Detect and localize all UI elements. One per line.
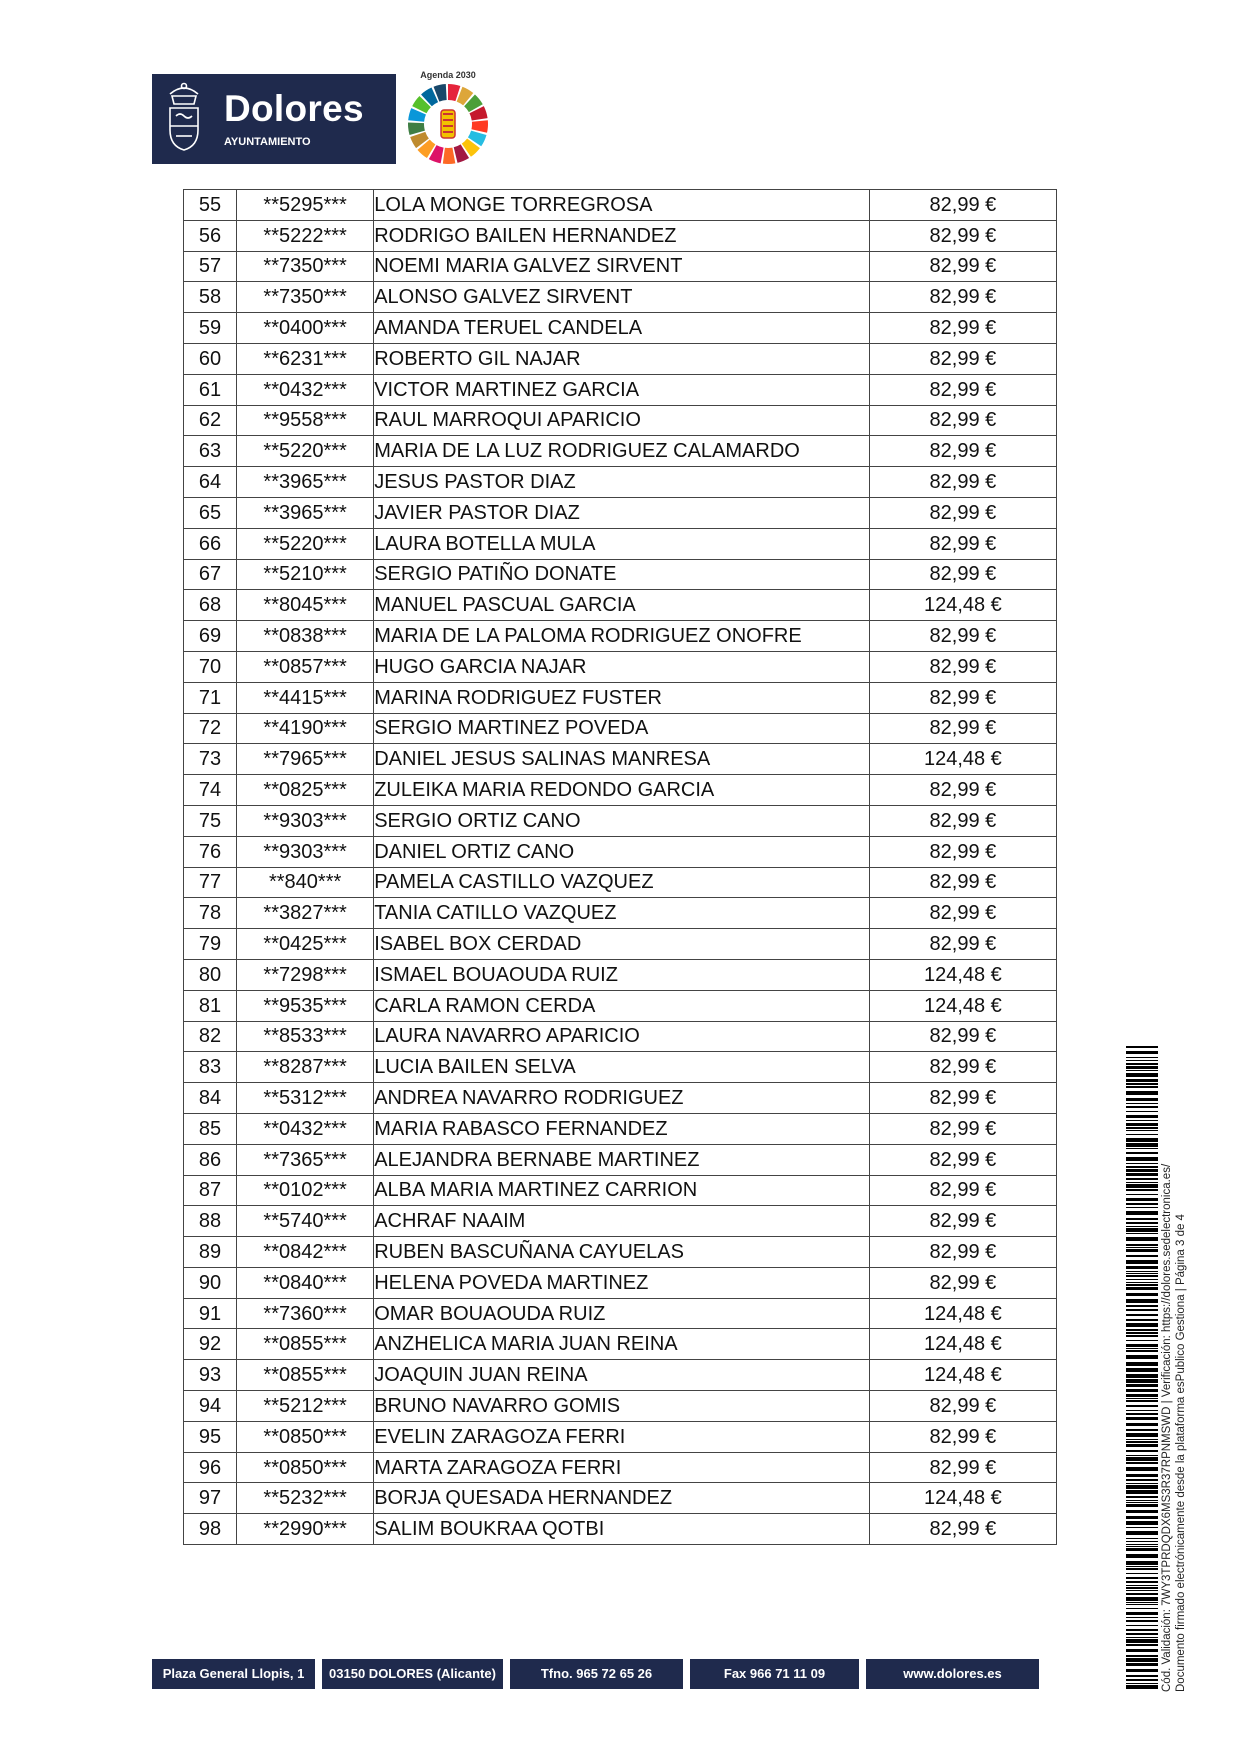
- row-number: 90: [184, 1267, 237, 1298]
- row-id: **3827***: [237, 898, 374, 929]
- row-amount: 82,99 €: [869, 1267, 1056, 1298]
- row-id: **0842***: [237, 1237, 374, 1268]
- row-number: 72: [184, 713, 237, 744]
- row-number: 63: [184, 436, 237, 467]
- row-id: **5295***: [237, 190, 374, 221]
- row-number: 60: [184, 343, 237, 374]
- table-row: [184, 744, 1057, 775]
- table-row: [184, 405, 1057, 436]
- row-id: **0838***: [237, 621, 374, 652]
- table-row: [184, 1021, 1057, 1052]
- row-number: 96: [184, 1452, 237, 1483]
- row-name: ANDREA NAVARRO RODRIGUEZ: [374, 1083, 870, 1114]
- table-row: [184, 1298, 1057, 1329]
- row-id: **8045***: [237, 590, 374, 621]
- row-name: RAUL MARROQUI APARICIO: [374, 405, 870, 436]
- footer-address: Plaza General Llopis, 1: [152, 1659, 315, 1689]
- row-number: 98: [184, 1514, 237, 1545]
- row-amount: 124,48 €: [869, 1483, 1056, 1514]
- table-row: [184, 805, 1057, 836]
- coat-of-arms-icon: [162, 80, 206, 158]
- table-row: [184, 1113, 1057, 1144]
- row-number: 88: [184, 1206, 237, 1237]
- row-amount: 124,48 €: [869, 744, 1056, 775]
- table-row: [184, 713, 1057, 744]
- row-id: **5212***: [237, 1391, 374, 1422]
- logo-subtitle: AYUNTAMIENTO: [224, 136, 311, 148]
- row-name: MARIA RABASCO FERNANDEZ: [374, 1113, 870, 1144]
- row-number: 78: [184, 898, 237, 929]
- row-id: **9303***: [237, 836, 374, 867]
- table-row: [184, 1267, 1057, 1298]
- beneficiaries-table: [183, 189, 1057, 1545]
- row-name: DANIEL JESUS SALINAS MANRESA: [374, 744, 870, 775]
- barcode-icon: [1126, 1046, 1158, 1692]
- row-amount: 82,99 €: [869, 1113, 1056, 1144]
- table-row: [184, 959, 1057, 990]
- row-name: OMAR BOUAOUDA RUIZ: [374, 1298, 870, 1329]
- table-row: [184, 1483, 1057, 1514]
- row-number: 67: [184, 559, 237, 590]
- row-amount: 82,99 €: [869, 651, 1056, 682]
- table-body: [184, 190, 1057, 1545]
- table-row: [184, 682, 1057, 713]
- row-id: **8287***: [237, 1052, 374, 1083]
- table-row: [184, 1206, 1057, 1237]
- table-row: [184, 651, 1057, 682]
- row-number: 85: [184, 1113, 237, 1144]
- row-name: EVELIN ZARAGOZA FERRI: [374, 1421, 870, 1452]
- row-amount: 82,99 €: [869, 1175, 1056, 1206]
- row-amount: 82,99 €: [869, 528, 1056, 559]
- logo-title: Dolores: [224, 88, 364, 129]
- row-id: **5222***: [237, 220, 374, 251]
- row-name: MARTA ZARAGOZA FERRI: [374, 1452, 870, 1483]
- row-amount: 82,99 €: [869, 929, 1056, 960]
- row-id: **0400***: [237, 313, 374, 344]
- row-name: DANIEL ORTIZ CANO: [374, 836, 870, 867]
- footer-fax: Fax 966 71 11 09: [690, 1659, 859, 1689]
- row-amount: 82,99 €: [869, 497, 1056, 528]
- row-number: 69: [184, 621, 237, 652]
- row-name: TANIA CATILLO VAZQUEZ: [374, 898, 870, 929]
- row-id: **4190***: [237, 713, 374, 744]
- row-id: **9535***: [237, 990, 374, 1021]
- row-amount: 82,99 €: [869, 621, 1056, 652]
- row-amount: 82,99 €: [869, 1237, 1056, 1268]
- row-name: SALIM BOUKRAA QOTBI: [374, 1514, 870, 1545]
- row-id: **7365***: [237, 1144, 374, 1175]
- table-row: [184, 374, 1057, 405]
- row-id: **5210***: [237, 559, 374, 590]
- row-number: 87: [184, 1175, 237, 1206]
- agenda-label: Agenda 2030: [420, 70, 476, 80]
- row-id: **7360***: [237, 1298, 374, 1329]
- row-name: ALBA MARIA MARTINEZ CARRION: [374, 1175, 870, 1206]
- row-id: **0102***: [237, 1175, 374, 1206]
- row-id: **2990***: [237, 1514, 374, 1545]
- row-id: **3965***: [237, 497, 374, 528]
- row-name: BORJA QUESADA HERNANDEZ: [374, 1483, 870, 1514]
- footer-web-link[interactable]: www.dolores.es: [866, 1659, 1039, 1689]
- table-row: [184, 528, 1057, 559]
- row-id: **7298***: [237, 959, 374, 990]
- row-number: 93: [184, 1360, 237, 1391]
- row-number: 61: [184, 374, 237, 405]
- table-row: [184, 313, 1057, 344]
- row-name: MARIA DE LA LUZ RODRIGUEZ CALAMARDO: [374, 436, 870, 467]
- row-id: **6231***: [237, 343, 374, 374]
- row-id: **5312***: [237, 1083, 374, 1114]
- row-name: MANUEL PASCUAL GARCIA: [374, 590, 870, 621]
- table-row: [184, 621, 1057, 652]
- row-name: LAURA BOTELLA MULA: [374, 528, 870, 559]
- row-id: **5220***: [237, 528, 374, 559]
- row-id: **0850***: [237, 1452, 374, 1483]
- row-name: RUBEN BASCUÑANA CAYUELAS: [374, 1237, 870, 1268]
- row-amount: 82,99 €: [869, 682, 1056, 713]
- row-amount: 124,48 €: [869, 1298, 1056, 1329]
- row-amount: 82,99 €: [869, 343, 1056, 374]
- row-amount: 82,99 €: [869, 282, 1056, 313]
- table-row: [184, 497, 1057, 528]
- footer-postal: 03150 DOLORES (Alicante): [322, 1659, 503, 1689]
- row-amount: 82,99 €: [869, 1452, 1056, 1483]
- row-name: PAMELA CASTILLO VAZQUEZ: [374, 867, 870, 898]
- row-amount: 82,99 €: [869, 1021, 1056, 1052]
- row-name: CARLA RAMON CERDA: [374, 990, 870, 1021]
- row-id: **9558***: [237, 405, 374, 436]
- row-number: 89: [184, 1237, 237, 1268]
- row-amount: 82,99 €: [869, 1206, 1056, 1237]
- row-id: **0432***: [237, 374, 374, 405]
- table-row: [184, 282, 1057, 313]
- row-number: 95: [184, 1421, 237, 1452]
- row-number: 75: [184, 805, 237, 836]
- row-name: LAURA NAVARRO APARICIO: [374, 1021, 870, 1052]
- row-amount: 82,99 €: [869, 898, 1056, 929]
- row-number: 77: [184, 867, 237, 898]
- table-row: [184, 867, 1057, 898]
- table-row: [184, 559, 1057, 590]
- row-id: **840***: [237, 867, 374, 898]
- row-number: 55: [184, 190, 237, 221]
- row-number: 70: [184, 651, 237, 682]
- row-amount: 82,99 €: [869, 775, 1056, 806]
- table-row: [184, 1175, 1057, 1206]
- row-amount: 82,99 €: [869, 1514, 1056, 1545]
- row-amount: 82,99 €: [869, 1391, 1056, 1422]
- row-number: 73: [184, 744, 237, 775]
- row-id: **8533***: [237, 1021, 374, 1052]
- row-number: 84: [184, 1083, 237, 1114]
- row-amount: 82,99 €: [869, 1421, 1056, 1452]
- table-row: [184, 1329, 1057, 1360]
- row-number: 83: [184, 1052, 237, 1083]
- row-name: ISMAEL BOUAOUDA RUIZ: [374, 959, 870, 990]
- row-amount: 82,99 €: [869, 405, 1056, 436]
- ayuntamiento-logo: [152, 74, 396, 164]
- row-name: ISABEL BOX CERDAD: [374, 929, 870, 960]
- table-row: [184, 929, 1057, 960]
- row-amount: 82,99 €: [869, 1052, 1056, 1083]
- table-row: [184, 1391, 1057, 1422]
- row-id: **7350***: [237, 251, 374, 282]
- row-number: 58: [184, 282, 237, 313]
- row-number: 64: [184, 467, 237, 498]
- row-number: 57: [184, 251, 237, 282]
- row-name: MARIA DE LA PALOMA RODRIGUEZ ONOFRE: [374, 621, 870, 652]
- table-row: [184, 436, 1057, 467]
- row-amount: 82,99 €: [869, 559, 1056, 590]
- row-name: ACHRAF NAAIM: [374, 1206, 870, 1237]
- row-name: ALONSO GALVEZ SIRVENT: [374, 282, 870, 313]
- table-row: [184, 1144, 1057, 1175]
- row-amount: 82,99 €: [869, 836, 1056, 867]
- row-number: 97: [184, 1483, 237, 1514]
- table-row: [184, 1360, 1057, 1391]
- row-amount: 82,99 €: [869, 1083, 1056, 1114]
- row-number: 68: [184, 590, 237, 621]
- row-id: **0850***: [237, 1421, 374, 1452]
- row-amount: 124,48 €: [869, 590, 1056, 621]
- row-name: RODRIGO BAILEN HERNANDEZ: [374, 220, 870, 251]
- table-row: [184, 1452, 1057, 1483]
- row-amount: 124,48 €: [869, 1329, 1056, 1360]
- row-number: 66: [184, 528, 237, 559]
- row-id: **5740***: [237, 1206, 374, 1237]
- row-name: JAVIER PASTOR DIAZ: [374, 497, 870, 528]
- row-number: 81: [184, 990, 237, 1021]
- row-number: 62: [184, 405, 237, 436]
- row-name: JOAQUIN JUAN REINA: [374, 1360, 870, 1391]
- row-number: 76: [184, 836, 237, 867]
- row-number: 74: [184, 775, 237, 806]
- row-name: SERGIO MARTINEZ POVEDA: [374, 713, 870, 744]
- row-name: NOEMI MARIA GALVEZ SIRVENT: [374, 251, 870, 282]
- row-id: **0432***: [237, 1113, 374, 1144]
- row-id: **7965***: [237, 744, 374, 775]
- row-name: SERGIO PATIÑO DONATE: [374, 559, 870, 590]
- row-id: **0840***: [237, 1267, 374, 1298]
- table-row: [184, 898, 1057, 929]
- row-name: VICTOR MARTINEZ GARCIA: [374, 374, 870, 405]
- row-id: **0425***: [237, 929, 374, 960]
- row-amount: 82,99 €: [869, 374, 1056, 405]
- row-number: 65: [184, 497, 237, 528]
- table-row: [184, 343, 1057, 374]
- row-amount: 82,99 €: [869, 313, 1056, 344]
- row-amount: 82,99 €: [869, 220, 1056, 251]
- row-number: 94: [184, 1391, 237, 1422]
- row-name: SERGIO ORTIZ CANO: [374, 805, 870, 836]
- row-name: HELENA POVEDA MARTINEZ: [374, 1267, 870, 1298]
- row-id: **9303***: [237, 805, 374, 836]
- row-amount: 124,48 €: [869, 990, 1056, 1021]
- row-name: ANZHELICA MARIA JUAN REINA: [374, 1329, 870, 1360]
- row-name: AMANDA TERUEL CANDELA: [374, 313, 870, 344]
- row-number: 79: [184, 929, 237, 960]
- table-row: [184, 1421, 1057, 1452]
- row-amount: 82,99 €: [869, 251, 1056, 282]
- row-number: 56: [184, 220, 237, 251]
- row-amount: 82,99 €: [869, 467, 1056, 498]
- row-amount: 82,99 €: [869, 436, 1056, 467]
- row-id: **0857***: [237, 651, 374, 682]
- row-number: 59: [184, 313, 237, 344]
- row-amount: 82,99 €: [869, 1144, 1056, 1175]
- verification-block: [1126, 1046, 1190, 1692]
- row-amount: 82,99 €: [869, 190, 1056, 221]
- row-name: BRUNO NAVARRO GOMIS: [374, 1391, 870, 1422]
- verification-text: [1160, 1046, 1190, 1692]
- row-id: **0825***: [237, 775, 374, 806]
- row-id: **0855***: [237, 1329, 374, 1360]
- row-number: 86: [184, 1144, 237, 1175]
- row-name: ZULEIKA MARIA REDONDO GARCIA: [374, 775, 870, 806]
- table-row: [184, 836, 1057, 867]
- row-name: ROBERTO GIL NAJAR: [374, 343, 870, 374]
- row-id: **7350***: [237, 282, 374, 313]
- table-row: [184, 467, 1057, 498]
- row-name: ALEJANDRA BERNABE MARTINEZ: [374, 1144, 870, 1175]
- row-id: **3965***: [237, 467, 374, 498]
- table-row: [184, 590, 1057, 621]
- row-number: 91: [184, 1298, 237, 1329]
- row-id: **0855***: [237, 1360, 374, 1391]
- row-amount: 82,99 €: [869, 867, 1056, 898]
- row-id: **5232***: [237, 1483, 374, 1514]
- row-amount: 124,48 €: [869, 959, 1056, 990]
- table-row: [184, 1083, 1057, 1114]
- row-number: 82: [184, 1021, 237, 1052]
- row-name: HUGO GARCIA NAJAR: [374, 651, 870, 682]
- row-number: 92: [184, 1329, 237, 1360]
- footer-phone: Tfno. 965 72 65 26: [510, 1659, 683, 1689]
- verification-line-2: Documento firmado electrónicamente desde la plataforma esPublico Gestiona | Página 3 de 4: [1175, 1214, 1187, 1692]
- row-amount: 82,99 €: [869, 805, 1056, 836]
- row-id: **5220***: [237, 436, 374, 467]
- row-name: MARINA RODRIGUEZ FUSTER: [374, 682, 870, 713]
- table-row: [184, 251, 1057, 282]
- table-row: [184, 775, 1057, 806]
- table-row: [184, 1514, 1057, 1545]
- table-row: [184, 990, 1057, 1021]
- row-name: JESUS PASTOR DIAZ: [374, 467, 870, 498]
- table-row: [184, 220, 1057, 251]
- verification-line-1: Cód. Validación: 7WY3TPRDQDX6MS3R37RPNMSWD | Verificación: https://dolores.sedelectronica.es/: [1161, 1163, 1173, 1692]
- row-name: LOLA MONGE TORREGROSA: [374, 190, 870, 221]
- sdg-wheel-icon: [402, 74, 494, 166]
- row-amount: 82,99 €: [869, 713, 1056, 744]
- table-row: [184, 1052, 1057, 1083]
- row-number: 71: [184, 682, 237, 713]
- row-name: LUCIA BAILEN SELVA: [374, 1052, 870, 1083]
- row-amount: 124,48 €: [869, 1360, 1056, 1391]
- row-number: 80: [184, 959, 237, 990]
- table-row: [184, 1237, 1057, 1268]
- table-row: [184, 190, 1057, 221]
- row-id: **4415***: [237, 682, 374, 713]
- agenda-2030-logo: [402, 70, 494, 166]
